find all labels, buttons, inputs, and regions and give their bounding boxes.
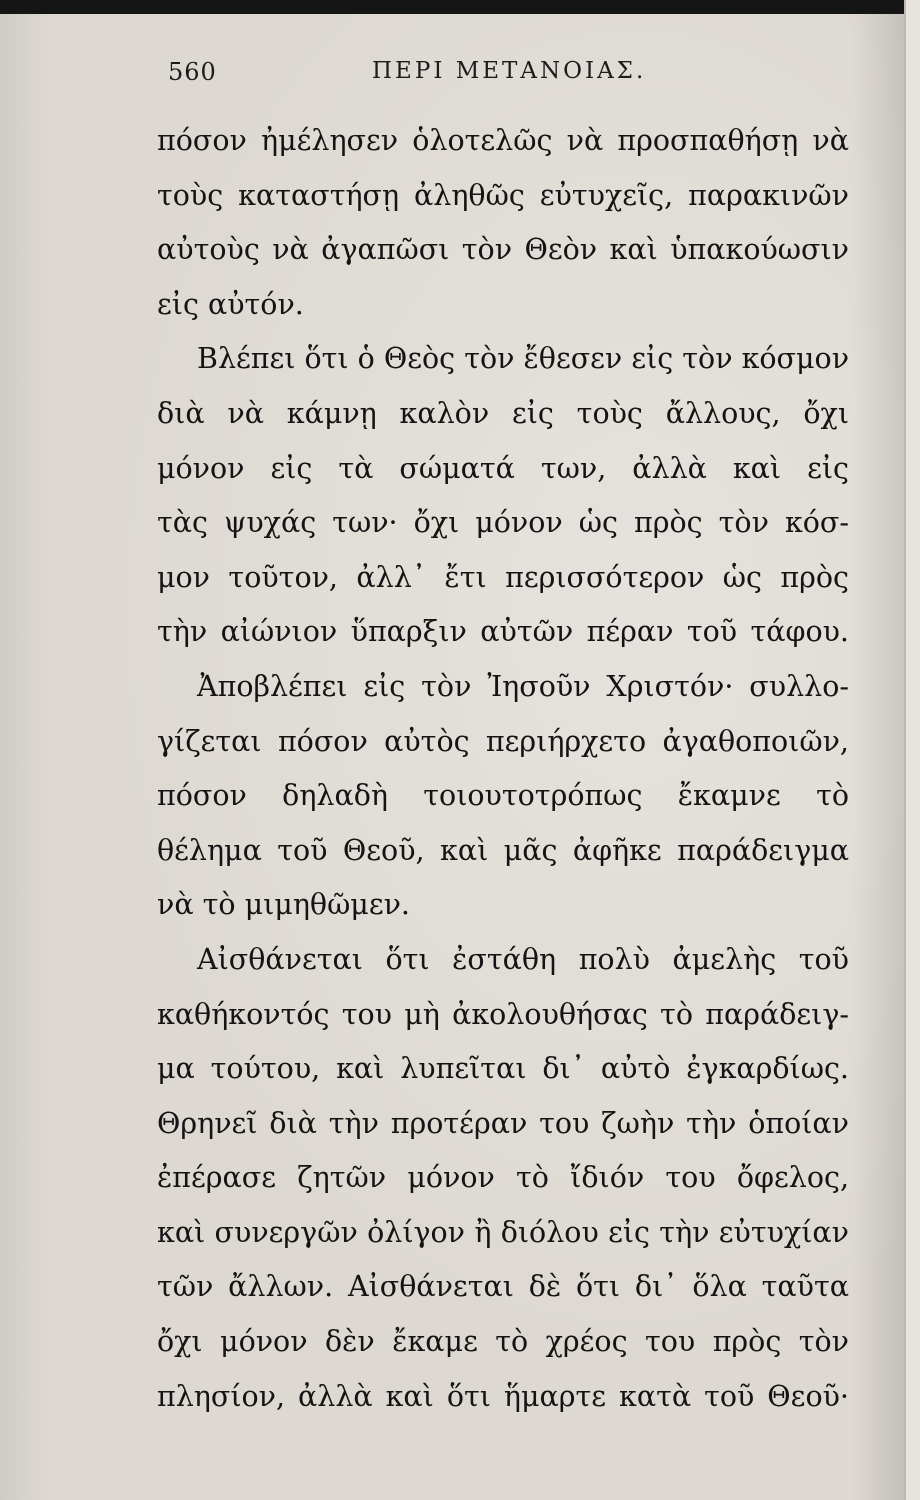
text-line: πόσον ἠμέλησεν ὁλοτελῶς νὰ προσπαθήσῃ νὰ [157,124,849,157]
body-text [157,114,849,1424]
page-number: 560 [168,58,217,86]
text-line: αὐτοὺς νὰ ἀγαπῶσι τὸν Θεὸν καὶ ὑπακούωσιν [157,233,849,267]
text-line: εἰς αὐτόν. [157,287,304,321]
text-line: πόσον δηλαδὴ τοιουτοτρόπως ἔκαμνε τὸ [157,779,849,813]
paragraph-first-line: Βλέπει ὅτι ὁ Θεὸς τὸν ἔθεσεν εἰς τὸν κόσμον [197,342,849,376]
text-line: τοὺς καταστήσῃ ἀληθῶς εὐτυχεῖς, παρακινῶν [157,178,849,212]
paragraph-first-line: Θρηνεῖ διὰ τὴν προτέραν του ζωὴν τὴν ὁποίαν [157,1106,849,1140]
scan-top-border [0,0,920,14]
text-line: μον τοῦτον, ἀλλ᾿ ἔτι περισσότερον ὡς πρὸς [157,560,849,594]
page-edge [904,0,920,1500]
running-head [168,58,838,98]
text-line: τὰς ψυχάς των· ὄχι μόνον ὡς πρὸς τὸν κόσ- [157,506,849,540]
book-page [0,14,906,1500]
running-title: ΠΕΡΙ ΜΕΤΑΝΟΙΑΣ. [372,58,647,84]
text-line: ὄχι μόνον δὲν ἔκαμε τὸ χρέος του πρὸς τὸν [157,1325,849,1359]
text-line: γίζεται πόσον αὐτὸς περιήρχετο ἀγαθοποιῶν, [157,724,849,758]
text-line: μα τούτου, καὶ λυπεῖται δι᾿ αὐτὸ ἐγκαρδίως. [157,1052,849,1086]
text-line: νὰ τὸ μιμηθῶμεν. [157,888,410,922]
text-line: καθήκοντός του μὴ ἀκολουθήσας τὸ παράδειγ- [157,997,849,1031]
text-line: καὶ συνεργῶν ὀλίγον ἢ διόλου εἰς τὴν εὐτυχίαν [157,1215,849,1249]
text-line: τῶν ἄλλων. Αἰσθάνεται δὲ ὅτι δι᾿ ὅλα ταῦτα [157,1270,849,1304]
paragraph-first-line: Αἰσθάνεται ὅτι ἐστάθη πολὺ ἀμελὴς τοῦ [197,942,849,976]
text-line: πλησίον, ἀλλὰ καὶ ὅτι ἥμαρτε κατὰ τοῦ Θεοῦ· [157,1379,849,1413]
text-line: μόνον εἰς τὰ σώματά των, ἀλλὰ καὶ εἰς [157,451,849,485]
text-line: διὰ νὰ κάμνῃ καλὸν εἰς τοὺς ἄλλους, ὄχι [157,396,849,430]
text-line: ἐπέρασε ζητῶν μόνον τὸ ἴδιόν του ὄφελος, [157,1161,849,1195]
text-line: θέλημα τοῦ Θεοῦ, καὶ μᾶς ἀφῆκε παράδειγμα [157,833,849,867]
text-line: τὴν αἰώνιον ὕπαρξιν αὐτῶν πέραν τοῦ τάφου. [157,615,849,649]
paragraph-first-line: Ἀποβλέπει εἰς τὸν Ἰησοῦν Χριστόν· συλλο- [197,669,849,703]
